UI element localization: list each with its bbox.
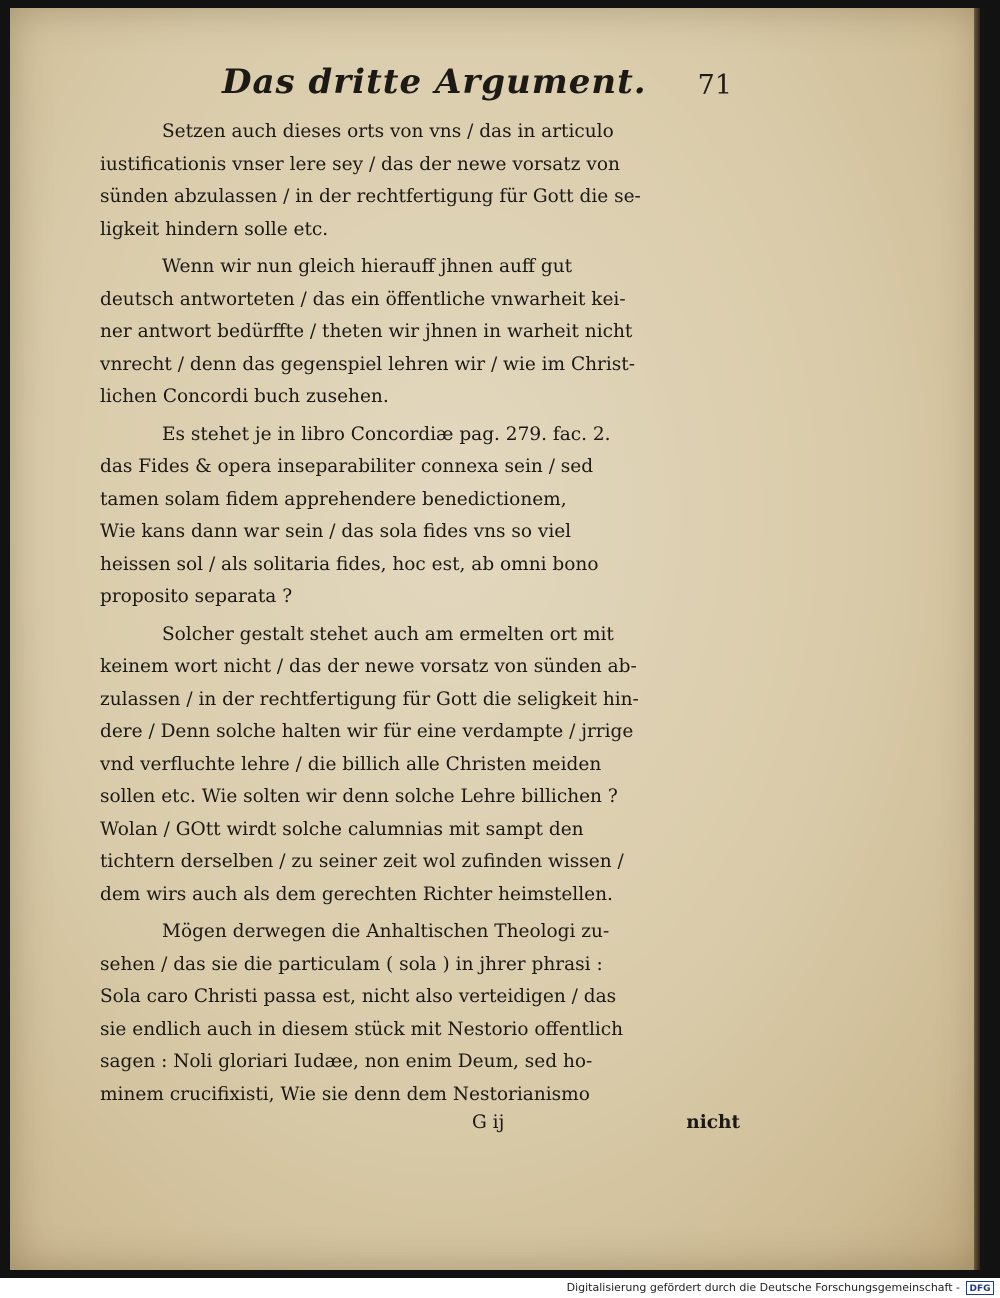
text-line: Solcher gestalt stehet auch am ermelten ort mit — [162, 623, 614, 645]
text-line: heissen sol / als solitaria fides, hoc est, ab omni bono — [100, 553, 599, 575]
text-line: vnd verfluchte lehre / die billich alle Christen meiden — [100, 753, 602, 775]
running-title: Das dritte Argument. — [222, 62, 647, 102]
text-line: das Fides & opera inseparabiliter connexa sein / sed — [100, 456, 594, 477]
text-line: sollen etc. Wie solten wir denn solche Lehre billichen ? — [100, 786, 618, 807]
text-line: Setzen auch dieses orts von vns / das in articulo — [162, 121, 614, 142]
text-line: deutsch antworteten / das ein öffentliche vnwarheit kei- — [100, 288, 626, 310]
page-number: 71 — [697, 70, 732, 101]
text-line: lichen Concordi buch zusehen. — [100, 386, 389, 407]
text-line: vnrecht / denn das gegenspiel lehren wir / wie im Christ- — [100, 353, 635, 375]
paragraph — [100, 419, 740, 614]
catchword: nicht — [686, 1112, 740, 1133]
text-line: minem crucifixisti, Wie sie denn dem Nestorianismo — [100, 1083, 590, 1105]
text-line: dere / Denn solche halten wir für eine verdampte / jrrige — [100, 721, 634, 742]
page-body — [100, 116, 740, 1116]
text-line: Wie kans dann war sein / das sola fides vns so viel — [100, 521, 572, 542]
text-line: ligkeit hindern solle etc. — [100, 218, 329, 240]
text-line: Wolan / GOtt wirdt solche calumnias mit sampt den — [100, 818, 584, 840]
page-footer — [100, 1112, 740, 1146]
text-line: dem wirs auch als dem gerechten Richter heimstellen. — [100, 883, 613, 905]
text-line: Mögen derwegen die Anhaltischen Theologi zu- — [162, 921, 610, 942]
dfg-logo: DFG — [966, 1281, 994, 1295]
text-line: ner antwort bedürffte / theten wir jhnen in warheit nicht — [100, 321, 633, 342]
funding-credit: Digitalisierung gefördert durch die Deutsche Forschungsgemeinschaft - — [566, 1281, 960, 1294]
paragraph — [100, 619, 740, 912]
text-line: Wenn wir nun gleich hierauff jhnen auff gut — [162, 256, 573, 277]
text-line: sehen / das sie die particulam ( sola ) in jhrer phrasi : — [100, 953, 603, 975]
text-line: proposito separata ? — [100, 586, 293, 607]
text-line: tamen solam fidem apprehendere benedictionem, — [100, 488, 567, 510]
paragraph — [100, 116, 740, 246]
text-line: sie endlich auch in diesem stück mit Nestorio offentlich — [100, 1018, 624, 1040]
text-line: tichtern derselben / zu seiner zeit wol zufinden wissen / — [100, 851, 624, 872]
text-line: Es stehet je in libro Concordiæ pag. 279. fac. 2. — [162, 423, 611, 445]
signature-mark: G ij — [472, 1112, 505, 1133]
text-line: sünden abzulassen / in der rechtfertigung für Gott die se- — [100, 186, 641, 207]
credit-bar — [0, 1278, 1000, 1298]
text-line: keinem wort nicht / das der newe vorsatz von sünden ab- — [100, 656, 637, 677]
page-gutter — [974, 8, 980, 1270]
text-line: iustificationis vnser lere sey / das der newe vorsatz von — [100, 153, 620, 175]
page-header — [222, 56, 732, 116]
text-line: Sola caro Christi passa est, nicht also verteidigen / das — [100, 986, 617, 1007]
paragraph — [100, 251, 740, 414]
paragraph — [100, 916, 740, 1111]
text-line: sagen : Noli gloriari Iudæe, non enim Deum, sed ho- — [100, 1051, 593, 1072]
text-line: zulassen / in der rechtfertigung für Gott die seligkeit hin- — [100, 688, 639, 710]
